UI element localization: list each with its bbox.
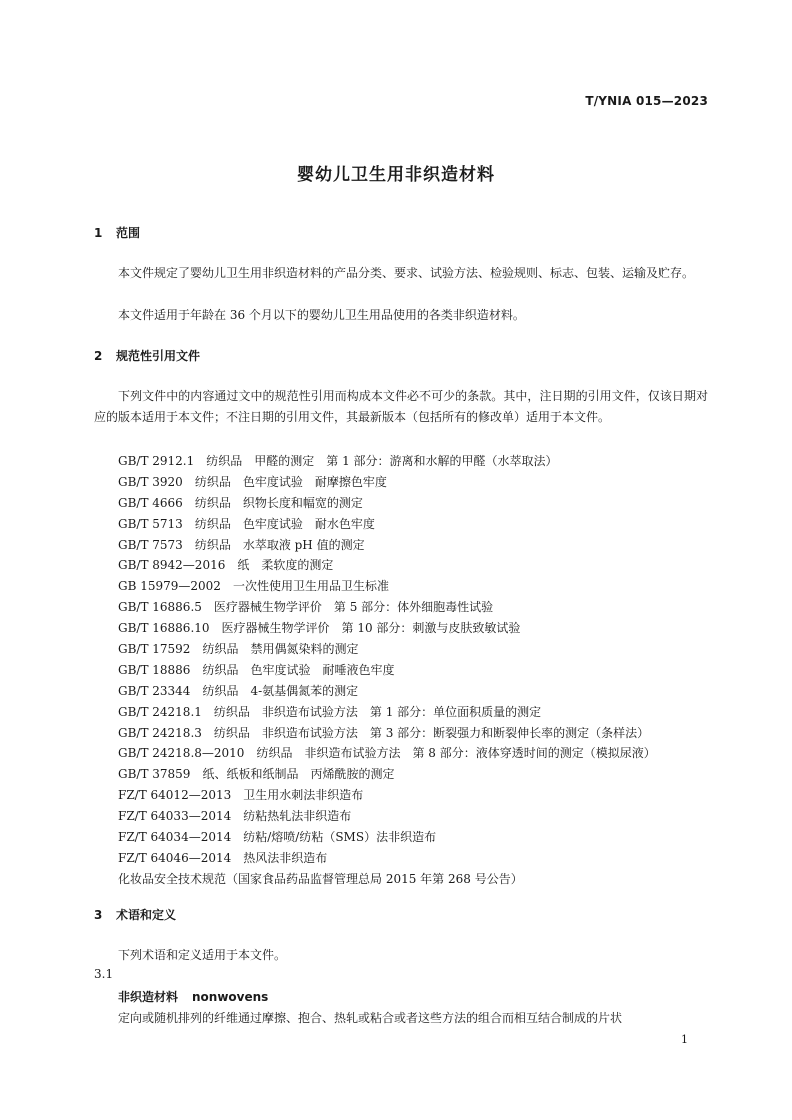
reference-code: GB/T 18886 (118, 662, 191, 677)
document-title: 婴幼儿卫生用非织造材料 (297, 165, 495, 185)
reference-title: 医疗器械生物学评价 第 5 部分：体外细胞毒性试验 (213, 600, 494, 615)
reference-item (118, 555, 656, 576)
reference-title: 热风法非织造布 (243, 850, 328, 865)
reference-item (118, 618, 656, 639)
reference-item (118, 660, 656, 681)
section-1-heading (94, 224, 140, 241)
reference-item (118, 535, 656, 556)
reference-item (118, 869, 656, 890)
section-3-heading (94, 906, 176, 923)
section-number: 2 (94, 349, 103, 363)
term-entry (118, 988, 268, 1005)
reference-title: 纺织品 甲醛的测定 第 1 部分：游离和水解的甲醛（水萃取法） (206, 454, 558, 468)
section-title: 规范性引用文件 (116, 349, 201, 363)
reference-title: 一次性使用卫生用品卫生标准 (232, 579, 389, 594)
reference-code: GB/T 24218.8—2010 (118, 746, 245, 761)
reference-title: 纺织品 织物长度和幅宽的测定 (194, 495, 363, 510)
reference-title: 纺粘/熔喷/纺粘（SMS）法非织造布 (243, 830, 437, 845)
reference-code: GB/T 3920 (118, 474, 183, 489)
reference-code: FZ/T 64012—2013 (118, 788, 232, 803)
reference-code: GB/T 5713 (118, 516, 183, 531)
section-2-heading (94, 347, 200, 364)
reference-code: GB/T 2912.1 (118, 454, 195, 468)
reference-code: GB/T 24218.3 (118, 725, 202, 740)
reference-item (118, 472, 656, 493)
reference-item (118, 493, 656, 514)
reference-item (118, 806, 656, 827)
reference-code: GB/T 23344 (118, 683, 191, 698)
reference-item (118, 723, 656, 744)
reference-title: 纺织品 禁用偶氮染料的测定 (202, 642, 359, 657)
clause-number: 3.1 (94, 967, 114, 981)
reference-code: GB/T 24218.1 (118, 704, 202, 719)
reference-title: 纺粘热轧法非织造布 (243, 809, 352, 824)
terms-intro: 下列术语和定义适用于本文件。 (118, 948, 287, 962)
page-number: 1 (681, 1033, 688, 1046)
term-chinese: 非织造材料 (118, 990, 179, 1004)
reference-item (118, 743, 656, 764)
section-title: 术语和定义 (116, 908, 177, 922)
reference-title: 纸、纸板和纸制品 丙烯酰胺的测定 (202, 767, 395, 782)
reference-title: 纺织品 水萃取液 pH 值的测定 (194, 537, 365, 552)
reference-title: 纸 柔软度的测定 (237, 558, 334, 573)
term-definition: 定向或随机排列的纤维通过摩擦、抱合、热轧或粘合或者这些方法的组合而相互结合制成的片状 (118, 1011, 623, 1025)
reference-title: 纺织品 色牢度试验 耐水色牢度 (194, 516, 375, 531)
section-number: 1 (94, 226, 103, 240)
reference-code: GB 15979—2002 (118, 579, 221, 594)
reference-item (118, 848, 656, 869)
standard-code: T/YNIA 015—2023 (585, 94, 708, 108)
reference-code: GB/T 16886.10 (118, 621, 210, 636)
reference-title: 卫生用水刺法非织造布 (243, 788, 364, 803)
reference-list (118, 451, 656, 890)
reference-item (118, 597, 656, 618)
reference-item (118, 514, 656, 535)
reference-code: GB/T 4666 (118, 495, 183, 510)
reference-item (118, 681, 656, 702)
reference-code: FZ/T 64034—2014 (118, 830, 232, 845)
term-english: nonwovens (192, 990, 269, 1004)
reference-code: GB/T 8942—2016 (118, 558, 226, 573)
references-intro: 下列文件中的内容通过文中的规范性引用而构成本文件必不可少的条款。其中，注日期的引用文件，仅该日期对应的版本适用于本文件；不注日期的引用文件，其最新版本（包括所有的修改单）适用于本文件。 (94, 389, 708, 424)
reference-code: GB/T 37859 (118, 767, 191, 782)
reference-title: 纺织品 色牢度试验 耐摩擦色牢度 (194, 474, 387, 489)
reference-title: 纺织品 4-氨基偶氮苯的测定 (202, 683, 359, 698)
reference-item (118, 639, 656, 660)
reference-item (118, 451, 656, 472)
reference-item (118, 827, 656, 848)
reference-title: 化妆品安全技术规范（国家食品药品监督管理总局 2015 年第 268 号公告） (118, 871, 523, 886)
reference-title: 纺织品 色牢度试验 耐唾液色牢度 (202, 662, 395, 677)
scope-paragraph-1: 本文件规定了婴幼儿卫生用非织造材料的产品分类、要求、试验方法、检验规则、标志、包装、运输及贮存。 (118, 266, 695, 280)
reference-code: GB/T 16886.5 (118, 600, 202, 615)
reference-code: FZ/T 64033—2014 (118, 809, 232, 824)
reference-title: 纺织品 非织造布试验方法 第 3 部分：断裂强力和断裂伸长率的测定（条样法） (213, 725, 650, 740)
scope-paragraph-2: 本文件适用于年龄在 36 个月以下的婴幼儿卫生用品使用的各类非织造材料。 (118, 308, 525, 322)
reference-item (118, 702, 656, 723)
reference-title: 纺织品 非织造布试验方法 第 1 部分：单位面积质量的测定 (213, 704, 542, 719)
section-title: 范围 (116, 226, 141, 240)
reference-item (118, 764, 656, 785)
reference-code: GB/T 7573 (118, 537, 183, 552)
reference-title: 医疗器械生物学评价 第 10 部分：刺激与皮肤致敏试验 (221, 621, 521, 636)
reference-item (118, 785, 656, 806)
reference-code: GB/T 17592 (118, 642, 191, 657)
reference-code: FZ/T 64046—2014 (118, 850, 232, 865)
reference-item (118, 576, 656, 597)
reference-title: 纺织品 非织造布试验方法 第 8 部分：液体穿透时间的测定（模拟尿液） (256, 746, 656, 761)
section-number: 3 (94, 908, 103, 922)
